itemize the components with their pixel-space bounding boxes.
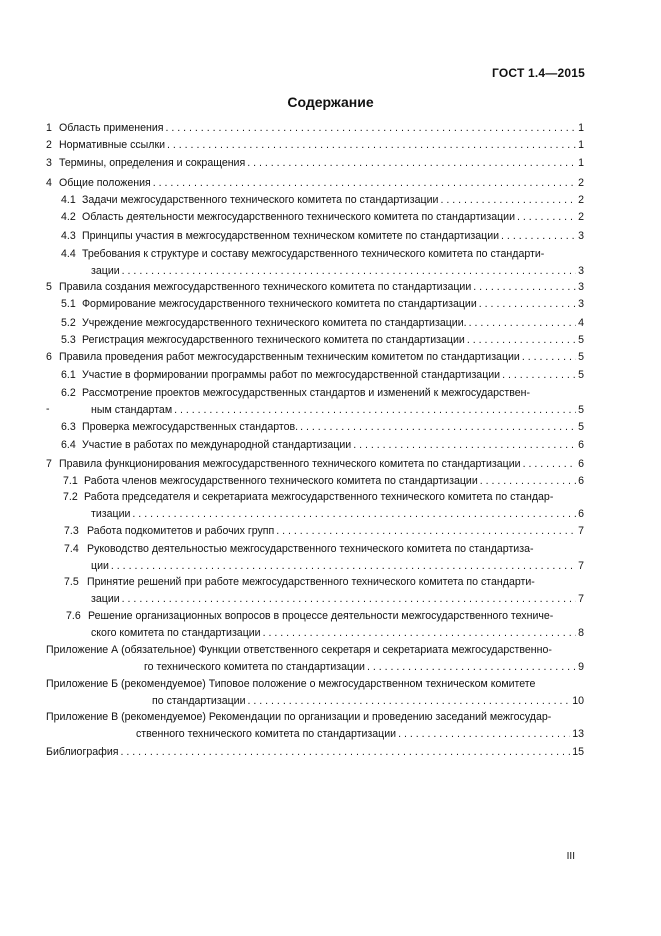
leader-dots: [120, 745, 570, 759]
toc-entry[interactable]: [46, 386, 584, 420]
toc-section-number: 4.2: [61, 211, 76, 223]
toc-page-number: 13: [572, 728, 584, 740]
leader-dots: [122, 592, 576, 606]
leader-dots: [263, 626, 577, 640]
leader-dots: [353, 438, 576, 452]
toc-section-number: 6.2: [61, 387, 76, 399]
leader-dots: [122, 264, 576, 278]
toc-entry[interactable]: [46, 677, 584, 711]
toc-section-number: 4.1: [61, 194, 76, 206]
leader-dots: [167, 138, 576, 152]
toc-section-number: 7.1: [63, 475, 78, 487]
toc-title: тизации: [91, 508, 131, 520]
toc-title: Принятие решений при работе межгосударственного технического комитета по стандарти-: [87, 576, 535, 588]
toc-title: Работа членов межгосударственного технического комитета по стандартизации: [84, 475, 478, 487]
toc-title: Область деятельности межгосударственного технического комитета по стандартизации: [82, 211, 515, 223]
toc-title: Формирование межгосударственного технического комитета по стандартизации: [82, 298, 477, 310]
toc-entry[interactable]: [46, 575, 584, 609]
toc-section-number: 5.1: [61, 298, 76, 310]
toc-page-number: 6: [578, 475, 584, 487]
toc-title: Правила создания межгосударственного технического комитета по стандартизации: [59, 281, 472, 293]
toc-entry[interactable]: [46, 121, 584, 138]
toc-title: Решение организационных вопросов в процессе деятельности межгосударственного техниче-: [88, 610, 554, 622]
toc-entry[interactable]: [46, 420, 584, 437]
toc-page-number: 7: [578, 593, 584, 605]
toc-title: Библиография: [46, 746, 119, 758]
toc-entry[interactable]: [46, 368, 584, 385]
toc-entry[interactable]: [46, 609, 584, 643]
toc-page-number: 5: [578, 404, 584, 416]
leader-dots: [502, 368, 576, 382]
toc-title: Задачи межгосударственного технического комитета по стандартизации: [82, 194, 439, 206]
toc-title: Участие в формировании программы работ по межгосударственной стандартизации: [82, 369, 501, 381]
stray-dash-mark: -: [46, 403, 50, 415]
toc-title: Приложение В (рекомендуемое) Рекомендации по организации и проведению заседаний межгосудар-: [46, 711, 552, 723]
toc-page-number: 6: [578, 508, 584, 520]
toc-section-number: 7.4: [64, 543, 79, 555]
toc-title: по стандартизации: [152, 695, 246, 707]
toc-title: Приложение А (обязательное) Функции ответственного секретаря и секретариата межгосударственно-: [46, 644, 552, 656]
leader-dots: [132, 507, 576, 521]
toc-title: Принципы участия в межгосударственном техническом комитете по стандартизации: [82, 230, 500, 242]
leader-dots: [153, 176, 576, 190]
leader-dots: [111, 559, 576, 573]
toc-entry[interactable]: [46, 524, 584, 541]
toc-section-number: 3: [46, 157, 52, 169]
toc-page-number: 5: [578, 351, 584, 363]
toc-section-number: 1: [46, 122, 52, 134]
toc-section-number: 6.4: [61, 439, 76, 451]
toc-title: зации: [91, 265, 120, 277]
toc-entry[interactable]: [46, 280, 584, 297]
page-number: III: [566, 851, 575, 862]
toc-title: Учреждение межгосударственного технического комитета по стандартизации.: [82, 317, 467, 329]
toc-entry[interactable]: [46, 710, 584, 744]
toc-title: Проверка межгосударственных стандартов.: [82, 421, 299, 433]
toc-page-number: 8: [578, 627, 584, 639]
toc-entry[interactable]: [46, 643, 584, 677]
toc-page-number: 3: [578, 281, 584, 293]
toc-section-number: 6.3: [61, 421, 76, 433]
toc-entry[interactable]: [46, 474, 584, 491]
toc-page-number: 5: [578, 421, 584, 433]
toc-page-number: 9: [578, 661, 584, 673]
toc-page-number: 2: [578, 211, 584, 223]
toc-entry[interactable]: [46, 156, 584, 173]
toc-section-number: 2: [46, 139, 52, 151]
toc-entry[interactable]: [46, 138, 584, 155]
toc-page-number: 2: [578, 194, 584, 206]
toc-page-number: 6: [578, 439, 584, 451]
toc-entry[interactable]: [46, 490, 584, 524]
leader-dots: [501, 229, 576, 243]
toc-section-number: 7: [46, 458, 52, 470]
toc-page-number: 4: [578, 317, 584, 329]
toc-entry[interactable]: [46, 210, 584, 227]
leader-dots: [276, 524, 576, 538]
toc-title: ского комитета по стандартизации: [91, 627, 261, 639]
toc-section-number: 6.1: [61, 369, 76, 381]
toc-entry[interactable]: [46, 176, 584, 193]
toc-page-number: 3: [578, 298, 584, 310]
toc-entry[interactable]: [46, 745, 584, 762]
toc-title: Правила проведения работ межгосударственным техническим комитетом по стандартизации: [59, 351, 520, 363]
toc-entry[interactable]: [46, 542, 584, 576]
toc-page-number: 1: [578, 122, 584, 134]
toc-entry[interactable]: [46, 350, 584, 367]
standard-designation: ГОСТ 1.4—2015: [492, 66, 585, 80]
leader-dots: [398, 727, 570, 741]
toc-page-number: 5: [578, 369, 584, 381]
toc-page-number: 6: [578, 458, 584, 470]
toc-entry[interactable]: [46, 438, 584, 455]
leader-dots: [174, 403, 576, 417]
toc-page-number: 1: [578, 157, 584, 169]
toc-title: зации: [91, 593, 120, 605]
toc-section-number: 5: [46, 281, 52, 293]
toc-section-number: 4.4: [61, 248, 76, 260]
toc-title: Общие положения: [59, 177, 151, 189]
leader-dots: [473, 280, 576, 294]
toc-section-number: 4.3: [61, 230, 76, 242]
toc-title: ции: [91, 560, 109, 572]
toc-entry[interactable]: [46, 193, 584, 210]
page-title: Содержание: [287, 94, 374, 110]
leader-dots: [165, 121, 576, 135]
leader-dots: [479, 297, 576, 311]
toc-page-number: 2: [578, 177, 584, 189]
toc-title: Нормативные ссылки: [59, 139, 166, 151]
toc-title: ственного технического комитета по стандартизации: [136, 728, 397, 740]
toc-section-number: 7.2: [63, 491, 78, 503]
toc-page-number: 7: [578, 560, 584, 572]
toc-section-number: 7.5: [64, 576, 79, 588]
toc-title: ным стандартам: [91, 404, 173, 416]
leader-dots: [523, 457, 577, 471]
toc-page-number: 3: [578, 230, 584, 242]
toc-page-number: 15: [572, 746, 584, 758]
toc-title: го технического комитета по стандартизации: [144, 661, 365, 673]
leader-dots: [247, 156, 576, 170]
leader-dots: [367, 660, 576, 674]
toc-section-number: 7.6: [66, 610, 81, 622]
toc-page-number: 7: [578, 525, 584, 537]
leader-dots: [300, 420, 576, 434]
leader-dots: [248, 694, 571, 708]
toc-section-number: 5.2: [61, 317, 76, 329]
toc-title: Правила функционирования межгосударственного технического комитета по стандартизации: [59, 458, 521, 470]
toc-title: Приложение Б (рекомендуемое) Типовое положение о межгосударственном техническом комитете: [46, 678, 536, 690]
leader-dots: [440, 193, 576, 207]
toc-section-number: 6: [46, 351, 52, 363]
toc-title: Работа председателя и секретариата межгосударственного технического комитета по стандар-: [84, 491, 554, 503]
leader-dots: [469, 316, 577, 330]
leader-dots: [467, 333, 576, 347]
toc-entry[interactable]: [46, 229, 584, 246]
toc-page-number: 10: [572, 695, 584, 707]
toc-page-number: 5: [578, 334, 584, 346]
leader-dots: [517, 210, 576, 224]
toc-entry[interactable]: [46, 333, 584, 350]
toc-section-number: 4: [46, 177, 52, 189]
toc-title: Регистрация межгосударственного технического комитета по стандартизации: [82, 334, 465, 346]
toc-entry[interactable]: [46, 247, 584, 281]
toc-title: Область применения: [59, 122, 164, 134]
toc-entry[interactable]: [46, 297, 584, 314]
toc-title: Требования к структуре и составу межгосударственного технического комитета по стандарти-: [82, 248, 545, 260]
toc-entry[interactable]: [46, 316, 584, 333]
toc-title: Термины, определения и сокращения: [59, 157, 246, 169]
toc-title: Участие в работах по международной стандартизации: [82, 439, 352, 451]
toc-section-number: 7.3: [64, 525, 79, 537]
leader-dots: [480, 474, 576, 488]
leader-dots: [522, 350, 576, 364]
toc-entry[interactable]: [46, 457, 584, 474]
toc-page-number: 3: [578, 265, 584, 277]
toc-title: Работа подкомитетов и рабочих групп: [87, 525, 275, 537]
toc-title: Руководство деятельностью межгосударственного технического комитета по стандартиза-: [87, 543, 534, 555]
toc-page-number: 1: [578, 139, 584, 151]
toc-title: Рассмотрение проектов межгосударственных стандартов и изменений к межгосударствен-: [82, 387, 530, 399]
toc-section-number: 5.3: [61, 334, 76, 346]
